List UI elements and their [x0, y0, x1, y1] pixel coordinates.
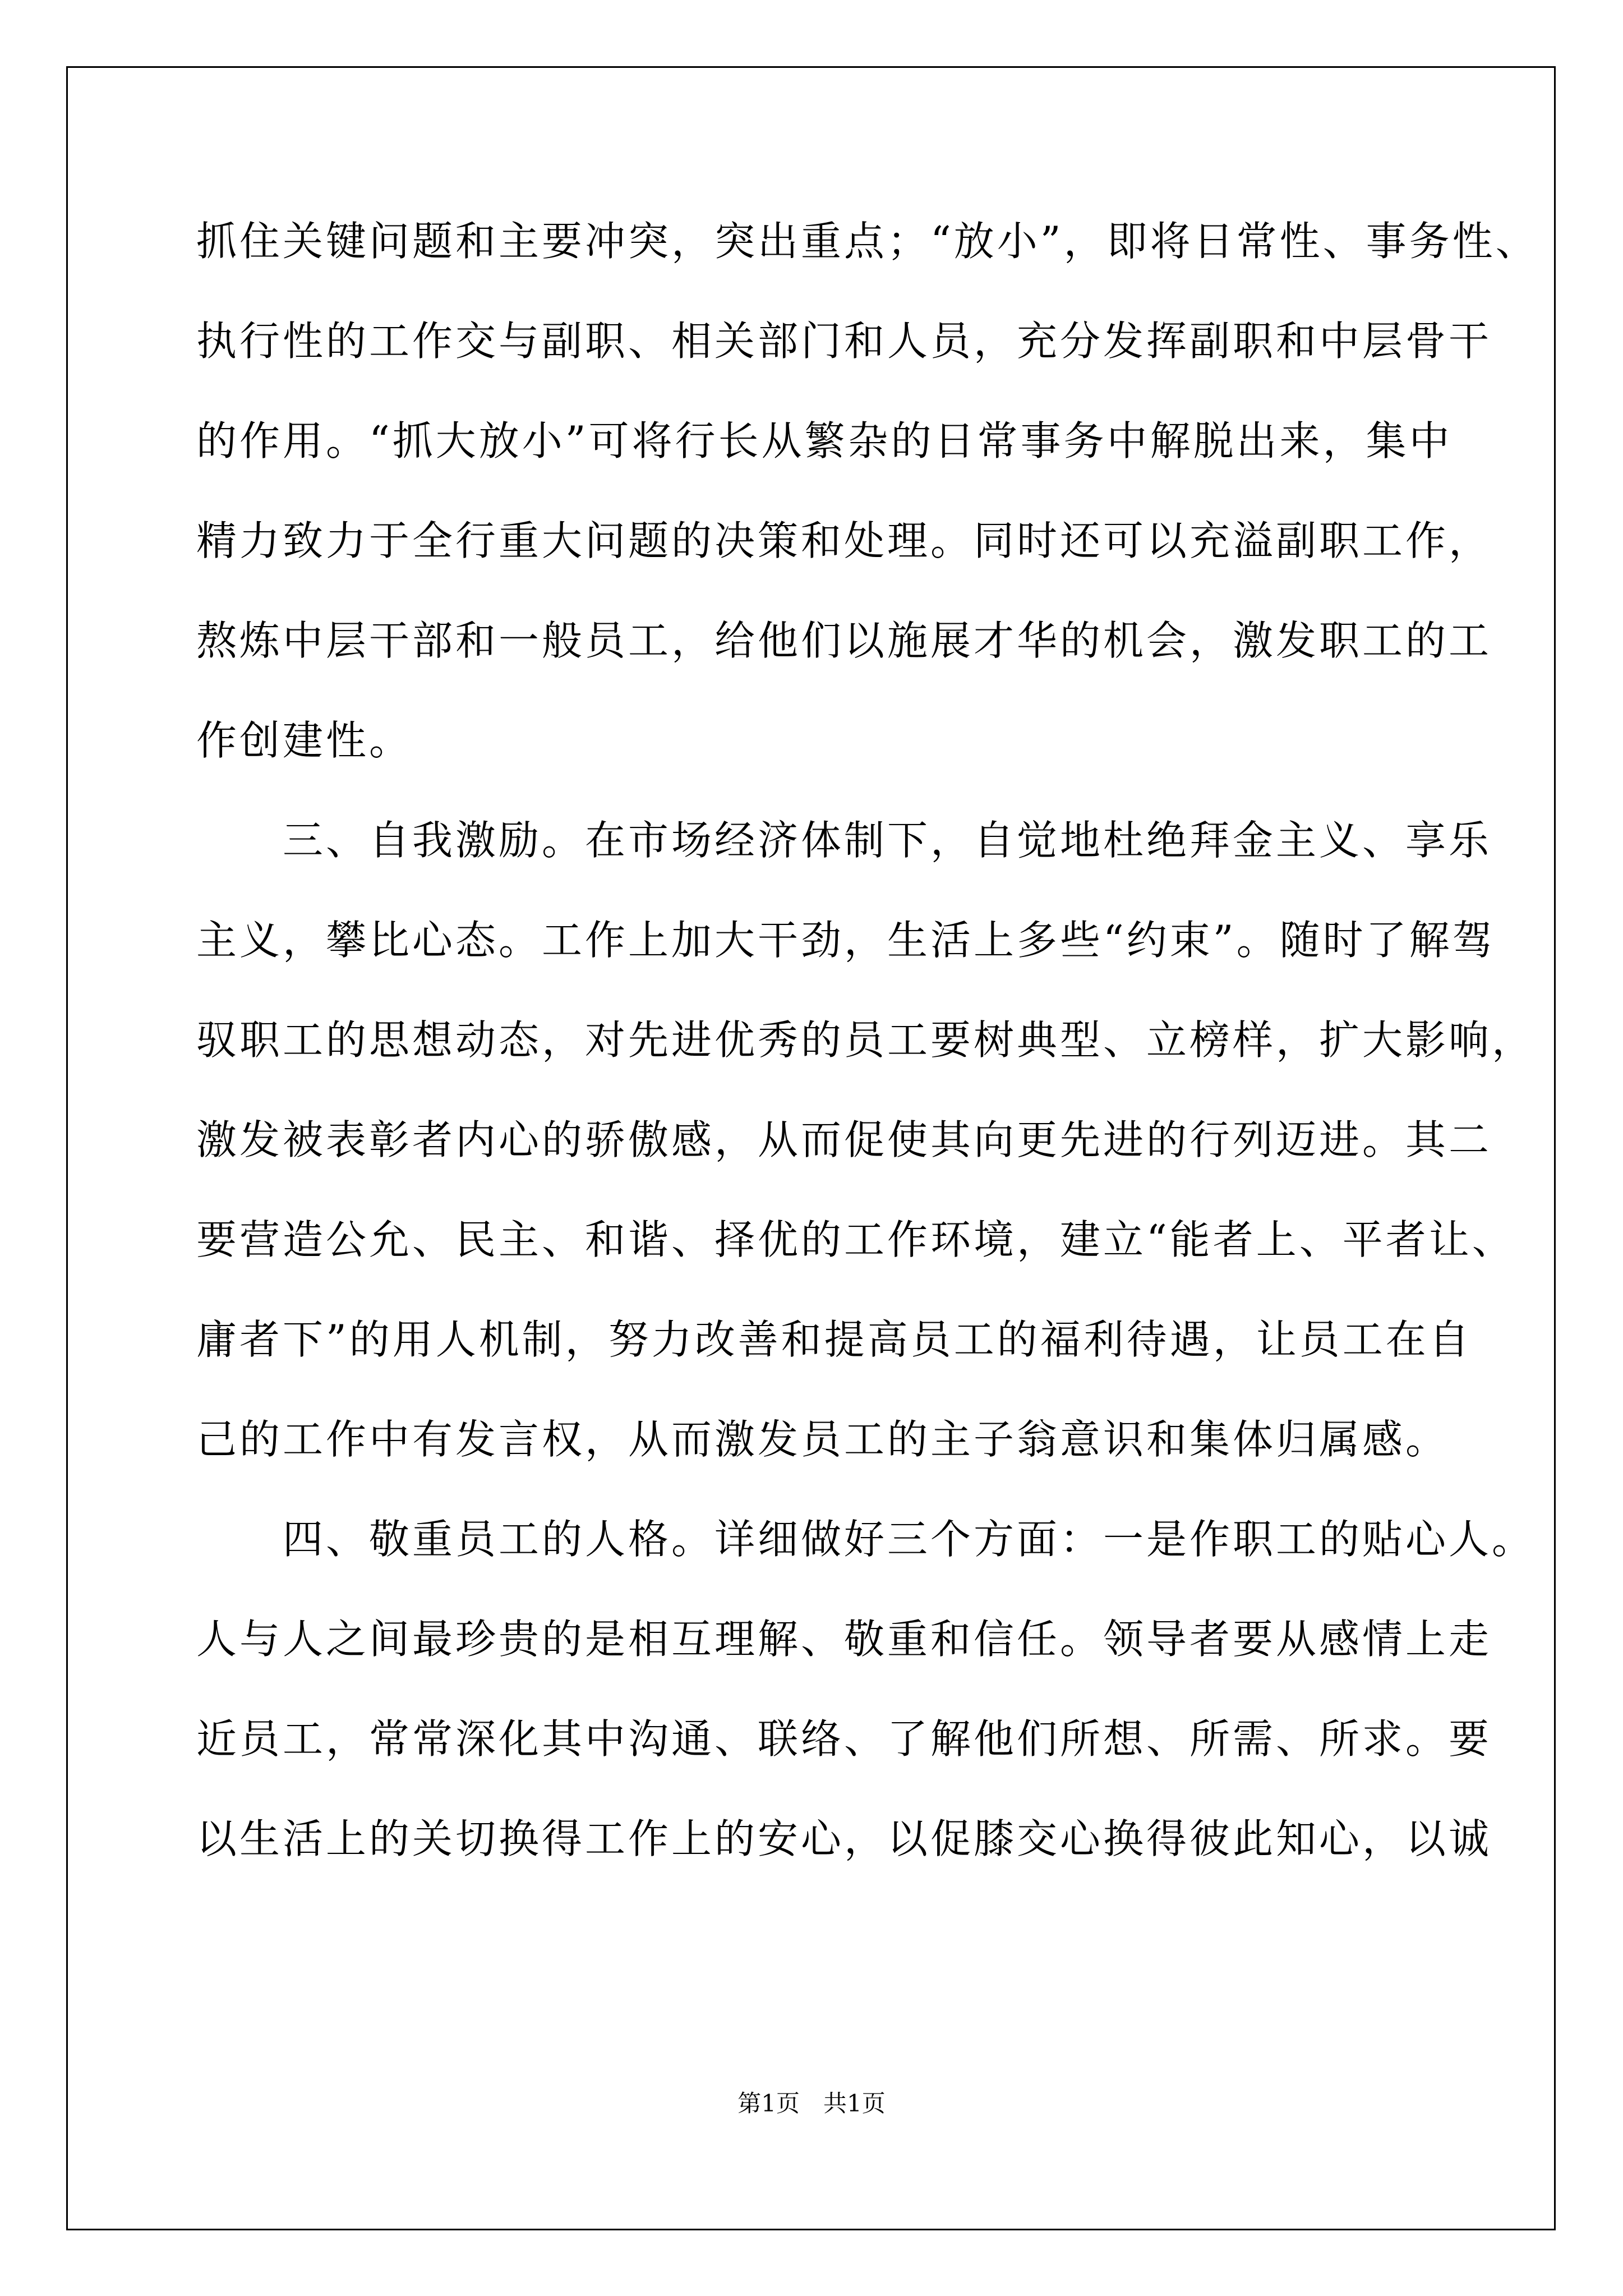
text-line: 熬炼中层干部和一般员工，给他们以施展才华的机会，激发职工的工	[196, 617, 1492, 664]
text-line: 庸者下”的用人机制，努力改善和提高员工的福利待遇，让员工在自	[196, 1316, 1472, 1363]
text-line: 以生活上的关切换得工作上的安心，以促膝交心换得彼此知心，以诚	[196, 1815, 1492, 1862]
text-line: 四、敬重员工的人格。详细做好三个方面：一是作职工的贴心人。	[196, 1516, 1536, 1563]
page-number-footer: 第1页 共1页	[737, 2090, 886, 2117]
text-line: 激发被表彰者内心的骄傲感，从而促使其向更先进的行列迈进。其二	[196, 1116, 1492, 1163]
text-line: 驭职工的思想动态，对先进优秀的员工要树典型、立榜样，扩大影响，	[196, 1016, 1536, 1064]
text-line: 精力致力于全行重大问题的决策和处理。同时还可以充溢副职工作，	[196, 517, 1492, 564]
text-line: 主义，攀比心态。工作上加大干劲，生活上多些“约束”。随时了解驾	[196, 917, 1496, 964]
text-line: 作创建性。	[196, 717, 413, 764]
text-line: 近员工，常常深化其中沟通、联络、了解他们所想、所需、所求。要	[196, 1715, 1492, 1763]
text-line: 己的工作中有发言权，从而激发员工的主子翁意识和集体归属感。	[196, 1416, 1449, 1463]
text-line: 人与人之间最珍贵的是相互理解、敬重和信任。领导者要从感情上走	[196, 1616, 1492, 1663]
text-line: 抓住关键问题和主要冲突，突出重点；“放小”，即将日常性、事务性、	[196, 218, 1539, 265]
text-line: 的作用。“抓大放小”可将行长从繁杂的日常事务中解脱出来，集中	[196, 417, 1453, 464]
text-line: 要营造公允、民主、和谐、择优的工作环境，建立“能者上、平者让、	[196, 1216, 1515, 1263]
text-line: 三、自我激励。在市场经济体制下，自觉地杜绝拜金主义、享乐	[196, 817, 1492, 864]
text-line: 执行性的工作交与副职、相关部门和人员，充分发挥副职和中层骨干	[196, 318, 1492, 365]
